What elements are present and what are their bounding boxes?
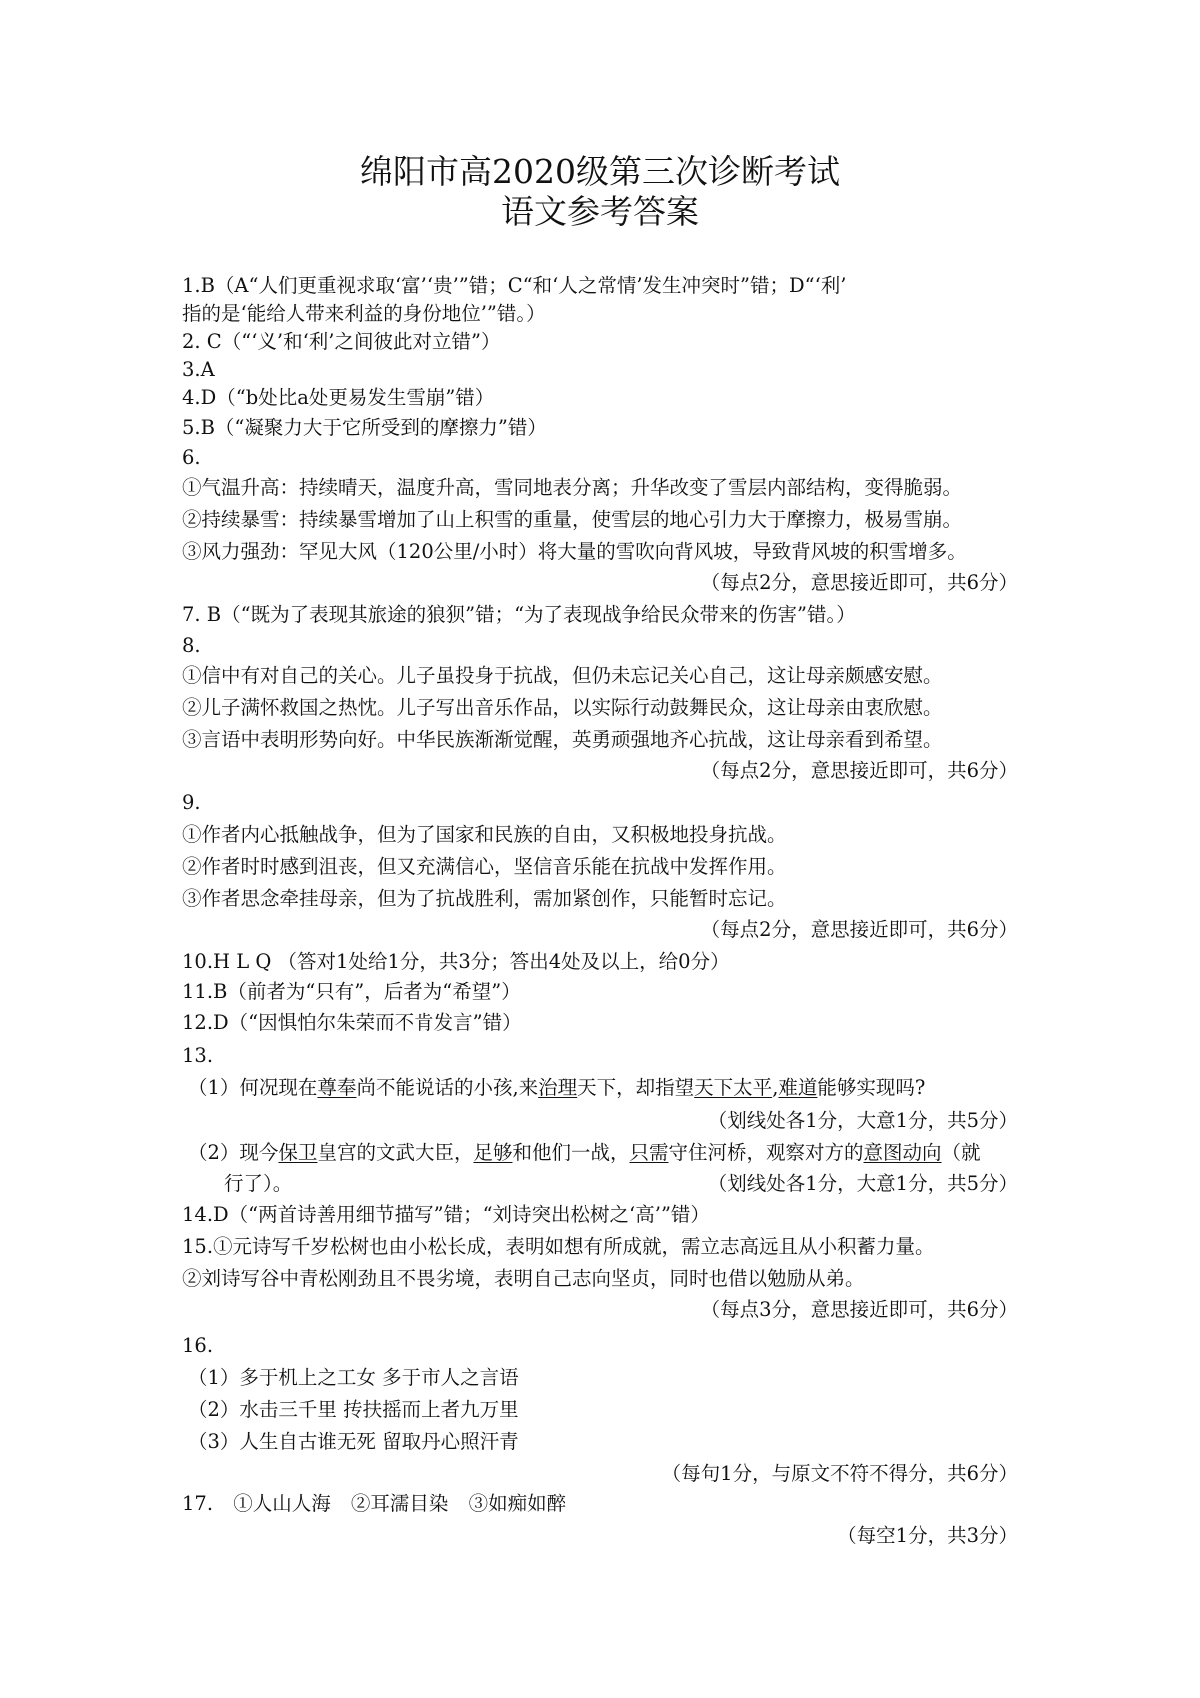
answer-17-score: （每空1分，共3分） (837, 1524, 1018, 1547)
answer-9-point-3: ③作者思念牵挂母亲，但为了抗战胜利，需加紧创作，只能暂时忘记。 (182, 887, 787, 910)
answer-15-score: （每点3分，意思接近即可，共6分） (700, 1298, 1018, 1321)
answer-1-line-1: 1.B（A“人们更重视求取‘富’‘贵’”错；C“和‘人之常情’发生冲突时”错；D“‘利’ (182, 274, 847, 297)
answer-12: 12.D（“因惧怕尔朱荣而不肯发言”错） (182, 1011, 522, 1034)
answer-15-point-2: ②刘诗写谷中青松刚劲且不畏劣境，表明自己志向坚贞，同时也借以勉励从弟。 (182, 1267, 865, 1290)
answer-2: 2. C（“‘义’和‘利’之间彼此对立错”） (182, 330, 501, 353)
answer-1-line-2: 指的是‘能给人带来利益的身份地位’”错。） (182, 302, 546, 325)
answer-8-point-1: ①信中有对自己的关心。儿子虽投身于抗战，但仍未忘记关心自己，这让母亲颇感安慰。 (182, 664, 943, 687)
answer-8-point-3: ③言语中表明形势向好。中华民族渐渐觉醒，英勇顽强地齐心抗战，这让母亲看到希望。 (182, 728, 943, 751)
answer-6-point-3: ③风力强劲：罕见大风（120公里/小时）将大量的雪吹向背风坡，导致背风坡的积雪增多。 (182, 540, 967, 563)
answer-13-sentence-1-score: （划线处各1分，大意1分，共5分） (707, 1109, 1018, 1132)
answer-13-sentence-2: （2）现今保卫皇宫的文武大臣，足够和他们一战，只需守住河桥，观察对方的意图动向（就 (188, 1141, 981, 1164)
answer-15-point-1: 15.①元诗写千岁松树也由小松长成，表明如想有所成就，需立志高远且从小积蓄力量。 (182, 1235, 935, 1258)
answer-16-item-2: （2）水击三千里 抟扶摇而上者九万里 (188, 1398, 519, 1421)
answer-8-number: 8. (182, 634, 201, 657)
answer-6-point-1: ①气温升高：持续晴天，温度升高，雪同地表分离；升华改变了雪层内部结构，变得脆弱。 (182, 476, 963, 499)
answer-16-score: （每句1分，与原文不符不得分，共6分） (661, 1462, 1018, 1485)
answer-6-point-2: ②持续暴雪：持续暴雪增加了山上积雪的重量，使雪层的地心引力大于摩擦力，极易雪崩。 (182, 508, 963, 531)
document-title: 绵阳市高2020级第三次诊断考试 (360, 152, 840, 191)
answer-6-number: 6. (182, 446, 201, 469)
answer-16-item-1: （1）多于机上之工女 多于市人之言语 (188, 1366, 519, 1389)
answer-9-point-2: ②作者时时感到沮丧，但又充满信心，坚信音乐能在抗战中发挥作用。 (182, 855, 787, 878)
answer-16-number: 16. (182, 1334, 214, 1357)
answer-5: 5.B（“凝聚力大于它所受到的摩擦力”错） (182, 416, 547, 439)
answer-14: 14.D（“两首诗善用细节描写”错；“刘诗突出松树之‘高’”错） (182, 1203, 710, 1226)
answer-10: 10.H L Q （答对1处给1分，共3分；答出4处及以上，给0分） (182, 950, 730, 973)
answer-17: 17. ①人山人海 ②耳濡目染 ③如痴如醉 (182, 1492, 567, 1515)
answer-13-number: 13. (182, 1044, 214, 1067)
answer-6-score: （每点2分，意思接近即可，共6分） (700, 571, 1018, 594)
answer-9-point-1: ①作者内心抵触战争，但为了国家和民族的自由，又积极地投身抗战。 (182, 823, 787, 846)
answer-9-score: （每点2分，意思接近即可，共6分） (700, 918, 1018, 941)
answer-7: 7. B（“既为了表现其旅途的狼狈”错；“为了表现战争给民众带来的伤害”错。） (182, 603, 856, 626)
answer-13-sentence-1: （1）何况现在尊奉尚不能说话的小孩,来治理天下，却指望天下太平,难道能够实现吗? (188, 1076, 926, 1099)
answer-8-score: （每点2分，意思接近即可，共6分） (700, 759, 1018, 782)
answer-13-sentence-2-score: （划线处各1分，大意1分，共5分） (707, 1172, 1018, 1195)
answer-4: 4.D（“b处比a处更易发生雪崩”错） (182, 386, 495, 409)
answer-8-point-2: ②儿子满怀救国之热忱。儿子写出音乐作品，以实际行动鼓舞民众，这让母亲由衷欣慰。 (182, 696, 943, 719)
answer-16-item-3: （3）人生自古谁无死 留取丹心照汗青 (188, 1430, 519, 1453)
answer-11: 11.B（前者为“只有”，后者为“希望”） (182, 980, 521, 1003)
answer-3: 3.A (182, 358, 215, 381)
answer-13-sentence-2-tail: 行了）。 (224, 1172, 293, 1195)
answer-9-number: 9. (182, 791, 201, 814)
document-subtitle: 语文参考答案 (501, 192, 699, 231)
